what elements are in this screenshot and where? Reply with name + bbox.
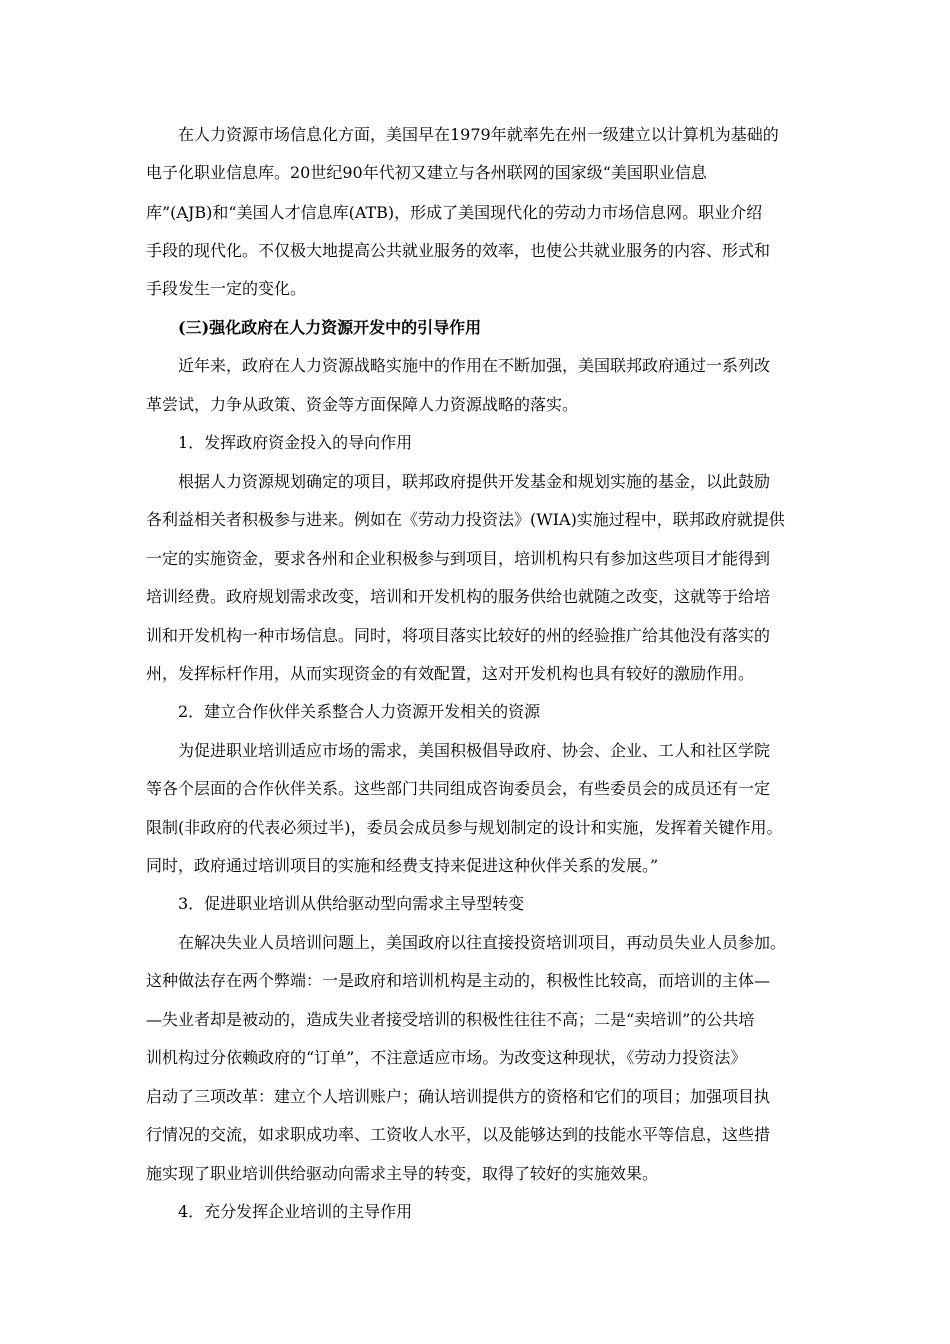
text-line: 在人力资源市场信息化方面，美国早在1979年就率先在州一级建立以计算机为基础的 bbox=[178, 125, 779, 144]
section-heading: (三)强化政府在人力资源开发中的引导作用 bbox=[178, 318, 482, 337]
text-line: 革尝试，力争从政策、资金等方面保障人力资源战略的落实。 bbox=[146, 395, 579, 414]
text-line: 等各个层面的合作伙伴关系。这些部门共同组成咨询委员会，有些委员会的成员还有一定 bbox=[146, 779, 771, 798]
text-line: 手段的现代化。不仅极大地提高公共就业服务的效率，也使公共就业服务的内容、形式和 bbox=[146, 241, 771, 260]
text-line: 同时，政府通过培训项目的实施和经费支持来促进这种伙伴关系的发展。” bbox=[146, 856, 659, 875]
text-line: 根据人力资源规划确定的项目，联邦政府提供开发基金和规划实施的基金，以此鼓励 bbox=[178, 472, 771, 491]
text-line: 库”(AJB)和“美国人才信息库(ATB)，形成了美国现代化的劳动力市场信息网。职业介绍 bbox=[146, 203, 763, 222]
text-line: 电子化职业信息库。20世纪90年代初又建立与各州联网的国家级“美国职业信息 bbox=[146, 163, 707, 182]
text-line: 为促进职业培训适应市场的需求，美国积极倡导政府、协会、企业、工人和社区学院 bbox=[178, 741, 771, 760]
text-line: 州，发挥标杆作用，从而实现资金的有效配置，这对开发机构也具有较好的激励作用。 bbox=[146, 664, 755, 683]
text-line: 行情况的交流，如求职成功率、工资收人水平，以及能够达到的技能水平等信息，这些措 bbox=[146, 1125, 771, 1144]
text-line: 手段发生一定的变化。 bbox=[146, 279, 307, 298]
text-line: 训和开发机构一种市场信息。同时，将项目落实比较好的州的经验推广给其他没有落实的 bbox=[146, 626, 771, 645]
text-line: 在解决失业人员培训问题上，美国政府以往直接投资培训项目，再动员失业人员参加。 bbox=[178, 933, 787, 952]
text-line: 一定的实施资金，要求各州和企业积极参与到项目，培训机构只有参加这些项目才能得到 bbox=[146, 549, 771, 568]
subheading: 4．充分发挥企业培训的主导作用 bbox=[178, 1202, 413, 1221]
subheading: 1．发挥政府资金投入的导向作用 bbox=[178, 433, 413, 452]
text-line: 近年来，政府在人力资源战略实施中的作用在不断加强，美国联邦政府通过一系列改 bbox=[178, 356, 771, 375]
text-line: —失业者却是被动的，造成失业者接受培训的积极性往往不高；二是“卖培训”的公共培 bbox=[146, 1010, 755, 1029]
subheading: 2．建立合作伙伴关系整合人力资源开发相关的资源 bbox=[178, 702, 541, 721]
text-line: 培训经费。政府规划需求改变，培训和开发机构的服务供给也就随之改变，这就等于给培 bbox=[146, 587, 771, 606]
text-line: 施实现了职业培训供给驱动向需求主导的转变，取得了较好的实施效果。 bbox=[146, 1164, 659, 1183]
text-line: 这种做法存在两个弊端：一是政府和培训机构是主动的，积极性比较高，而培训的主体— bbox=[146, 971, 771, 990]
text-line: 限制(非政府的代表必须过半)，委员会成员参与规划制定的设计和实施，发挥着关键作用。 bbox=[146, 818, 783, 837]
text-line: 训机构过分依赖政府的“订单”，不注意适应市场。为改变这种现状，《劳动力投资法》 bbox=[146, 1048, 747, 1067]
text-line: 启动了三项改革：建立个人培训账户；确认培训提供方的资格和它们的项目；加强项目执 bbox=[146, 1087, 771, 1106]
text-line: 各利益相关者积极参与进来。例如在《劳动力投资法》(WIA)实施过程中，联邦政府就提供 bbox=[146, 510, 785, 529]
subheading: 3．促进职业培训从供给驱动型向需求主导型转变 bbox=[178, 894, 525, 913]
